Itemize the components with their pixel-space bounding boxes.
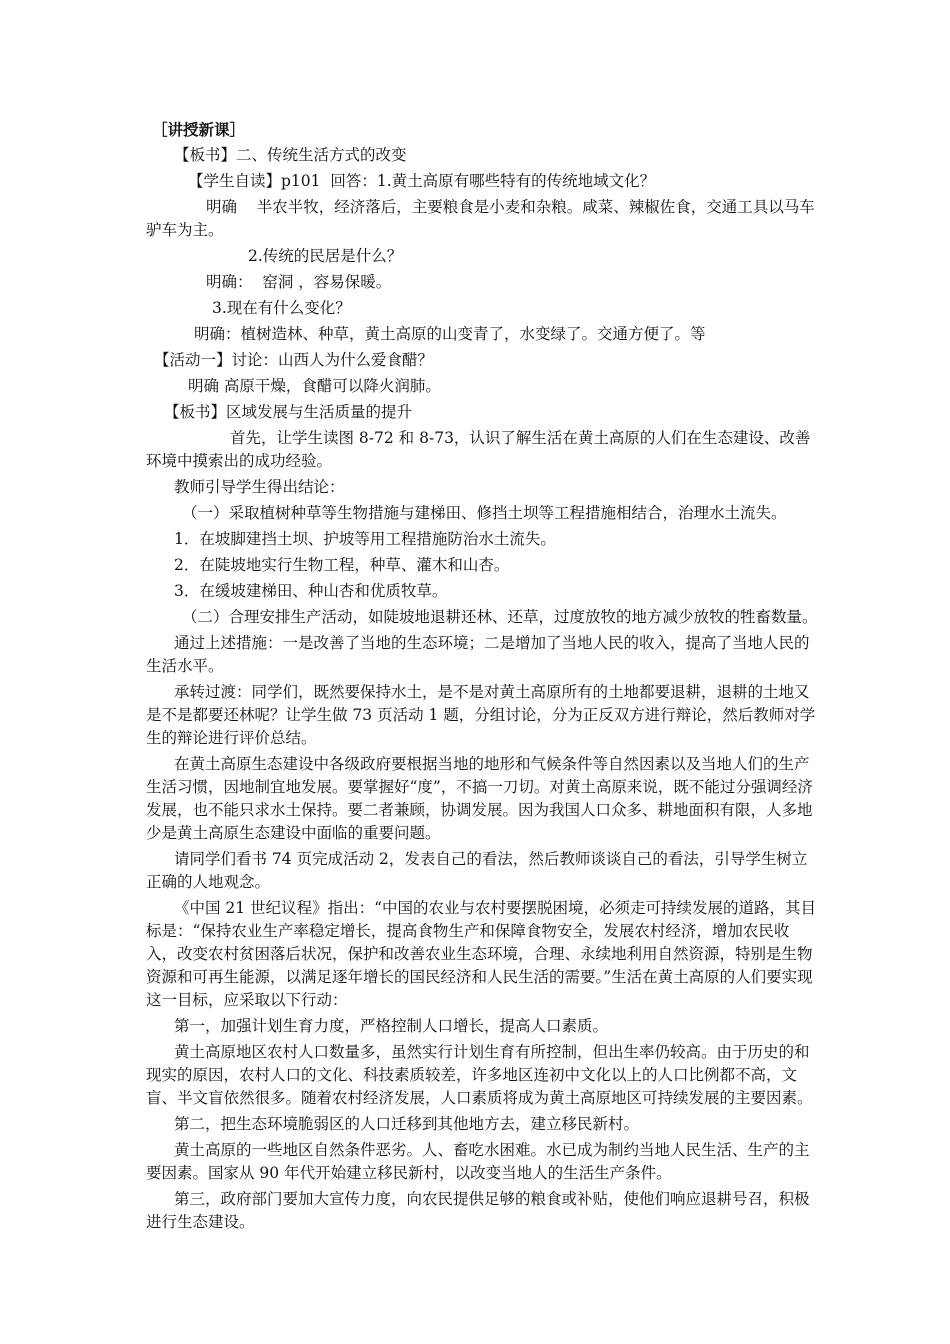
paragraph-population: 黄土高原地区农村人口数量多，虽然实行计划生育有所控制，但出生率仍较高。由于历史的和现实的原因，农村人口的文化、科技素质较差，许多地区连初中文化以上的人口比例都不高，文盲、半文盲依然很多。随着农村经济发展，人口素质将成为黄土高原地区可持续发展的主要因素。 [146,1043,813,1107]
answer-3: 明确：植树造林、种草，黄土高原的山变青了，水变绿了。交通方便了。等 [194,325,706,343]
paragraph-results: 通过上述措施：一是改善了当地的生态环境；二是增加了当地人民的收入，提高了当地人民的生活水平。 [146,634,810,675]
paragraph-ecology: 在黄土高原生态建设中各级政府要根据当地的地形和气候条件等自然因素以及当地人们的生产生活习惯，因地制宜地发展。要掌握好“度”，不搞一刀切。对黄土高原来说，既不能过分强调经济发展，也不能只求水土保持。要二者兼顾，协调发展。因为我国人口众多、耕地面积有限，人多地少是黄土高原生态建设中面临的重要问题。 [146,755,813,842]
paragraph-conclusion-intro: 教师引导学生得出结论： [174,478,345,496]
paragraph-migration: 黄土高原的一些地区自然条件恶劣。人、畜吃水困难。水已成为制约当地人民生活、生产的主要因素。国家从 90 年代开始建立移民新村，以改变当地人的生活生产条件。 [146,1141,810,1182]
paragraph-agenda21: 《中国 21 世纪议程》指出：“中国的农业与农村要摆脱困境，必须走可持续发展的道路，其目标是：“保持农业生产率稳定增长，提高食物生产和保障食物安全，发展农村经济，增加农民收入，改变农村贫困落后状况，保护和改善农业生态环境，合理、永续地利用自然资源，特别是生物资源和可再生能源，以满足逐年增长的国民经济和人民生活的需要。”生活在黄土高原的人们要实现这一目标，应采取以下行动： [146,899,817,1009]
self-reading-question-1: 【学生自读】p101 回答：1.黄土高原有哪些特有的传统地域文化？ [188,172,656,190]
board-note-1: 【板书】二、传统生活方式的改变 [174,146,407,164]
activity-one-answer: 明确 高原干燥，食醋可以降火润肺。 [188,377,441,395]
list-item-2: 2．在陡坡地实行生物工程，种草、灌木和山杏。 [174,556,510,574]
paragraph-first: 首先，让学生读图 8-72 和 8-73，认识了解生活在黄土高原的人们在生态建设、改善环境中摸索出的成功经验。 [146,429,811,470]
answer-1: 明确 半农半牧，经济落后，主要粮食是小麦和杂粮。咸菜、辣椒佐食，交通工具以马车驴车为主。 [146,198,815,239]
list-item-3: 3．在缓坡建梯田、种山杏和优质牧草。 [174,582,448,600]
section-heading: ［讲授新课］ [152,120,246,139]
paragraph-action-two: 第二，把生态环境脆弱区的人口迁移到其他地方去，建立移民新村。 [174,1115,640,1133]
board-note-2: 【板书】区域发展与生活质量的提升 [164,403,413,421]
activity-one: 【活动一】讨论：山西人为什么爱食醋？ [154,351,434,369]
paragraph-measure-two: （二）合理安排生产活动，如陡坡地退耕还林、还草，过度放牧的地方减少放牧的牲畜数量。 [182,608,818,626]
paragraph-action-three: 第三，政府部门要加大宣传力度，向农民提供足够的粮食或补贴，使他们响应退耕号召，积极进行生态建设。 [146,1190,810,1231]
list-item-1: 1．在坡脚建挡土坝、护坡等用工程措施防治水土流失。 [174,530,556,548]
document-body [146,118,818,1234]
paragraph-action-one: 第一，加强计划生育力度，严格控制人口增长，提高人口素质。 [174,1017,609,1035]
question-2: 2.传统的民居是什么？ [248,247,403,265]
question-3: 3.现在有什么变化？ [212,299,351,317]
paragraph-activity-two: 请同学们看书 74 页完成活动 2，发表自己的看法，然后教师谈谈自己的看法，引导学生树立正确的人地观念。 [146,850,808,891]
paragraph-measure-one: （一）采取植树种草等生物措施与建梯田、修挡土坝等工程措施相结合，治理水土流失。 [182,504,787,522]
answer-2: 明确： 窑洞 ，容易保暖。 [206,273,392,291]
paragraph-transition: 承转过渡：同学们，既然要保持水土，是不是对黄土高原所有的土地都要退耕，退耕的土地又是不是都要还林呢？让学生做 73 页活动 1 题，分组讨论，分为正反双方进行辩论，然后教师对学生的辩论进行评价总结。 [146,683,816,747]
